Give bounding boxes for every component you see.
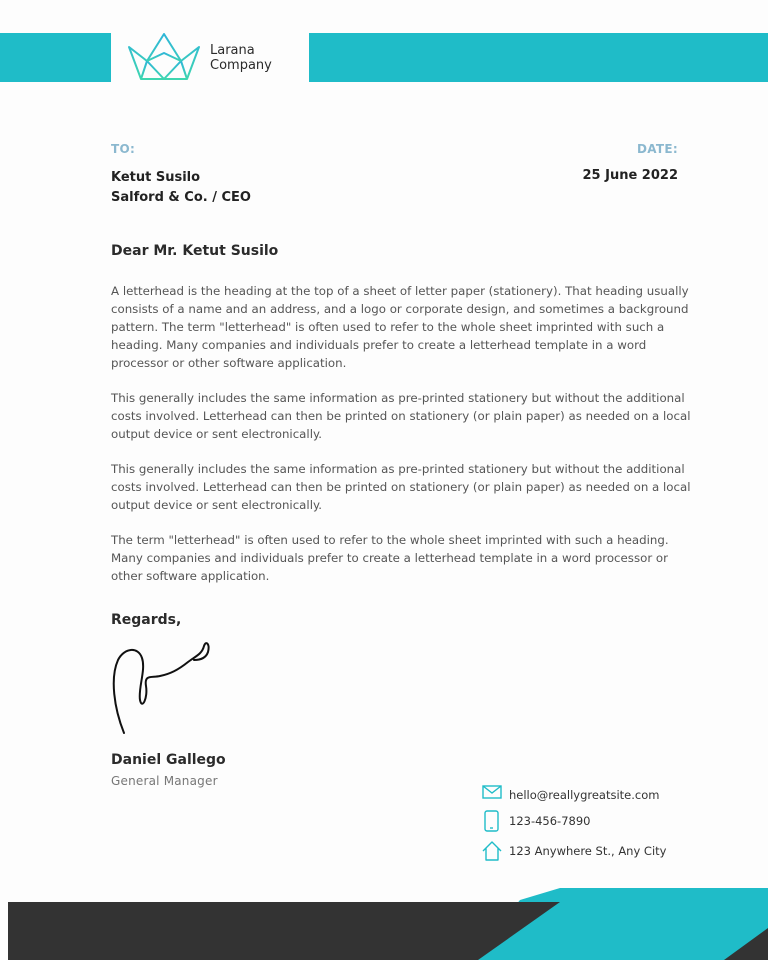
phone-text[interactable]: 123-456-7890 bbox=[509, 814, 591, 828]
date-label: DATE: bbox=[637, 142, 678, 156]
recipient-block bbox=[111, 168, 251, 208]
body-paragraph: This generally includes the same information as pre-printed stationery but without the additional costs involved. Letterhead can then be printed on stationery (or plain paper) as needed on a local output device or sent electronically. bbox=[111, 462, 691, 512]
signature-image bbox=[108, 638, 218, 738]
greeting: Dear Mr. Ketut Susilo bbox=[111, 243, 279, 259]
address-text: 123 Anywhere St., Any City bbox=[509, 844, 667, 858]
body-paragraph: The term "letterhead" is often used to refer to the whole sheet imprinted with such a heading. Many companies and individuals prefer to create a letterhead template in a word processor or other software application. bbox=[111, 533, 669, 583]
recipient-org: Salford & Co. / CEO bbox=[111, 190, 251, 205]
email-text[interactable]: hello@reallygreatsite.com bbox=[509, 788, 660, 802]
phone-icon bbox=[482, 810, 502, 832]
contact-address bbox=[482, 840, 732, 864]
body-paragraph: This generally includes the same information as pre-printed stationery but without the additional costs involved. Letterhead can then be printed on stationery (or plain paper) as needed on a local output device or sent electronically. bbox=[111, 391, 691, 441]
closing: Regards, bbox=[111, 612, 182, 628]
contact-email[interactable] bbox=[482, 784, 732, 808]
letter-body bbox=[111, 282, 691, 602]
signer-title: General Manager bbox=[111, 774, 218, 788]
crown-logo-icon bbox=[127, 31, 201, 83]
body-paragraph: A letterhead is the heading at the top of a sheet of letter paper (stationery). That heading usually consists of a name and an address, and a logo or corporate design, and sometimes a background pattern. The term "letterhead" is often used to refer to the whole sheet imprinted with such a heading. Many companies and individuals prefer to create a letterhead template in a word processor or other software application. bbox=[111, 284, 689, 370]
email-icon bbox=[482, 784, 502, 800]
company-name-line2: Company bbox=[210, 58, 272, 73]
to-label: TO: bbox=[111, 142, 136, 156]
header-band-right bbox=[309, 33, 768, 82]
footer-decoration bbox=[0, 880, 768, 960]
company-name bbox=[210, 43, 272, 73]
contact-phone[interactable] bbox=[482, 810, 732, 834]
recipient-name: Ketut Susilo bbox=[111, 170, 201, 185]
letter-date: 25 June 2022 bbox=[582, 168, 678, 183]
home-icon bbox=[482, 840, 502, 862]
header-band-left bbox=[0, 33, 111, 82]
company-name-line1: Larana bbox=[210, 43, 255, 58]
signer-name: Daniel Gallego bbox=[111, 752, 226, 768]
